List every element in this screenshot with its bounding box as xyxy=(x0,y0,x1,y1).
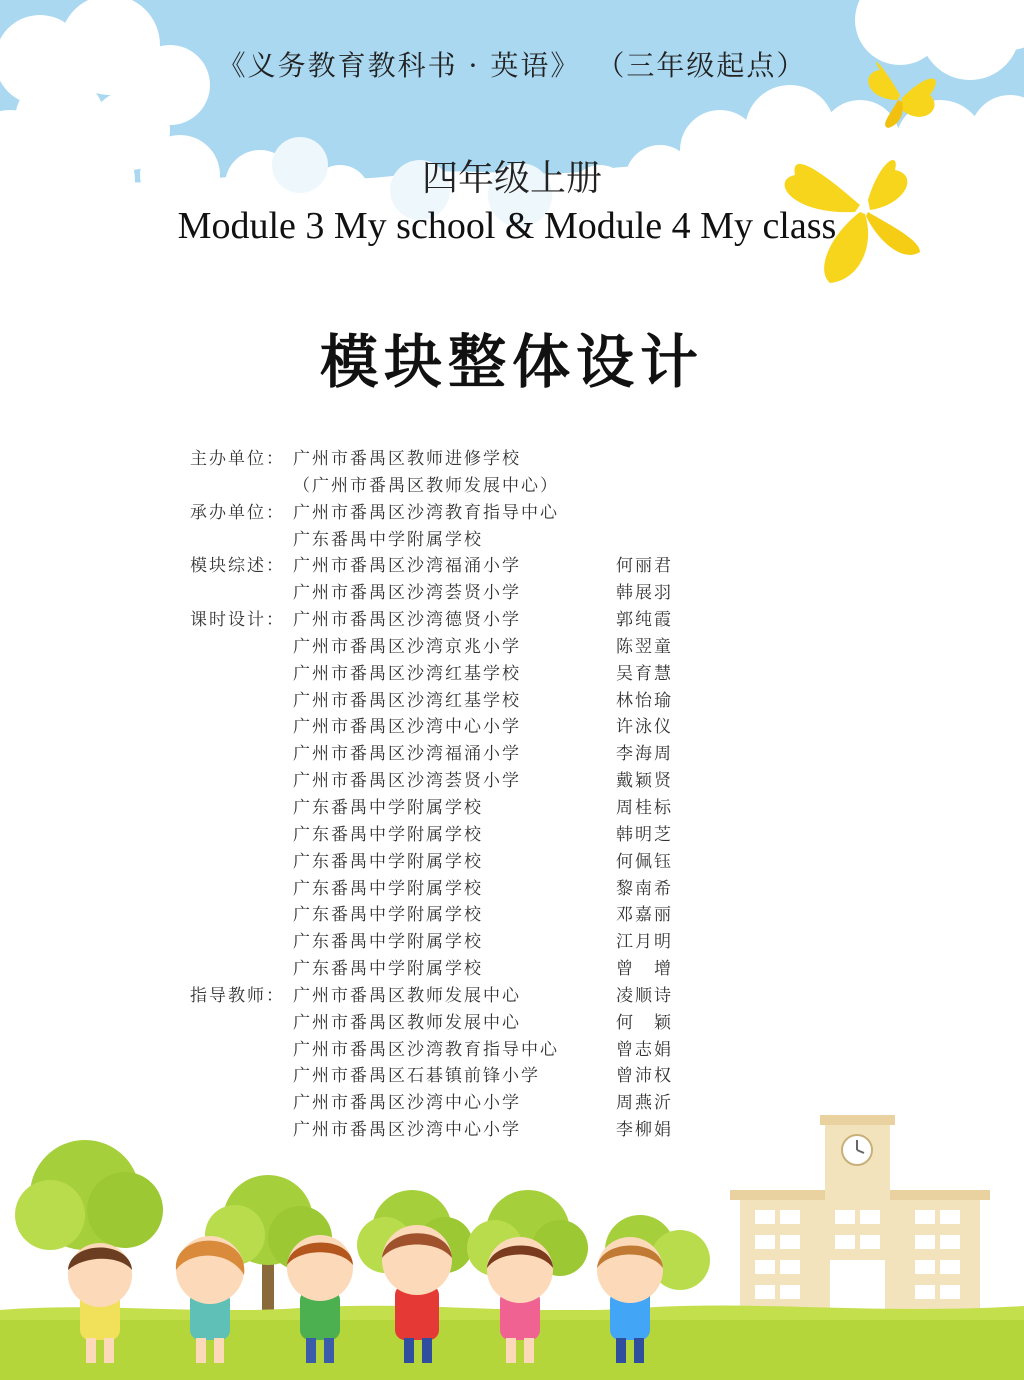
credits-list xyxy=(190,446,710,1144)
credit-name: 许泳仪 xyxy=(616,717,673,738)
credit-row xyxy=(190,553,710,580)
credit-org: 广东番禺中学附属学校 xyxy=(293,959,483,980)
credit-name: 邓嘉丽 xyxy=(616,905,673,926)
credit-org: 广东番禺中学附属学校 xyxy=(293,851,483,872)
credit-org: 广东番禺中学附属学校 xyxy=(293,905,483,926)
credit-name: 林怡瑜 xyxy=(616,690,673,711)
credit-name: 戴颖贤 xyxy=(616,771,673,792)
credit-name: 何佩钰 xyxy=(616,851,673,872)
credit-row xyxy=(190,768,710,795)
credit-org: 广州市番禺区教师发展中心 xyxy=(293,985,521,1006)
credit-row xyxy=(190,876,710,903)
credit-row xyxy=(190,1010,710,1037)
credit-org: 广州市番禺区沙湾中心小学 xyxy=(293,1093,521,1114)
credit-row xyxy=(190,661,710,688)
credit-org: 广州市番禺区教师发展中心 xyxy=(293,1012,521,1033)
credit-row xyxy=(190,688,710,715)
credit-name: 曾沛权 xyxy=(616,1066,673,1087)
credit-name: 吴育慧 xyxy=(616,663,673,684)
credit-role: 指导教师： xyxy=(190,985,285,1006)
credit-name: 李柳娟 xyxy=(616,1120,673,1141)
credit-row xyxy=(190,929,710,956)
credit-role: 承办单位： xyxy=(190,502,285,523)
credit-row xyxy=(190,795,710,822)
credit-row xyxy=(190,607,710,634)
series-name: 《义务教育教科书 · 英语》 xyxy=(217,49,581,82)
credit-row xyxy=(190,580,710,607)
credit-row xyxy=(190,634,710,661)
credit-org: 广东番禺中学附属学校 xyxy=(293,529,483,550)
credit-name: 黎南希 xyxy=(616,878,673,899)
credit-org: 广东番禺中学附属学校 xyxy=(293,824,483,845)
credit-org: 广东番禺中学附属学校 xyxy=(293,797,483,818)
credit-org: 广州市番禺区沙湾京兆小学 xyxy=(293,636,521,657)
credit-name: 曾 增 xyxy=(616,959,673,980)
credit-org: 广州市番禺区石碁镇前锋小学 xyxy=(293,1066,540,1087)
credit-row xyxy=(190,1063,710,1090)
module-title: Module 3 My school & Module 4 My class xyxy=(177,205,837,247)
credit-org: 广州市番禺区沙湾红基学校 xyxy=(293,663,521,684)
school-building-icon xyxy=(730,1115,990,1325)
credit-org: 广州市番禺区沙湾教育指导中心 xyxy=(293,502,559,523)
credit-name: 何丽君 xyxy=(616,556,673,577)
credit-role: 模块综述： xyxy=(190,556,285,577)
credit-org: 广州市番禺区沙湾中心小学 xyxy=(293,717,521,738)
credit-org: 广东番禺中学附属学校 xyxy=(293,932,483,953)
page-title: 模块整体设计 xyxy=(319,328,704,396)
credit-name: 郭纯霞 xyxy=(616,610,673,631)
credit-row xyxy=(190,956,710,983)
credit-org: 广州市番禺区沙湾教育指导中心 xyxy=(293,1039,559,1060)
credit-name: 周燕沂 xyxy=(616,1093,673,1114)
credit-org: 广州市番禺区沙湾荟贤小学 xyxy=(293,583,521,604)
credit-name: 江月明 xyxy=(616,932,673,953)
credit-row xyxy=(190,500,710,527)
credit-org: 广东番禺中学附属学校 xyxy=(293,878,483,899)
credit-row xyxy=(190,446,710,473)
credit-org: 广州市番禺区沙湾荟贤小学 xyxy=(293,771,521,792)
credit-row xyxy=(190,714,710,741)
credit-org: （广州市番禺区教师发展中心） xyxy=(293,475,559,496)
credit-row xyxy=(190,983,710,1010)
credit-name: 曾志娟 xyxy=(616,1039,673,1060)
credit-name: 周桂标 xyxy=(616,797,673,818)
school-scene-illustration xyxy=(0,1110,1024,1380)
credit-role: 课时设计： xyxy=(190,610,285,631)
credit-row xyxy=(190,902,710,929)
credit-org: 广州市番禺区沙湾德贤小学 xyxy=(293,610,521,631)
credit-org: 广州市番禺区沙湾福涌小学 xyxy=(293,744,521,765)
credit-name: 韩展羽 xyxy=(616,583,673,604)
credit-name: 何 颖 xyxy=(616,1012,673,1033)
credit-row xyxy=(190,741,710,768)
credit-name: 韩明芝 xyxy=(616,824,673,845)
credit-name: 李海周 xyxy=(616,744,673,765)
grade-start-note: （三年级起点） xyxy=(610,49,807,82)
credit-row xyxy=(190,1037,710,1064)
credit-row xyxy=(190,849,710,876)
credit-org: 广州市番禺区教师进修学校 xyxy=(293,449,521,469)
volume-title: 四年级上册 xyxy=(421,158,602,199)
textbook-series-header xyxy=(0,44,1024,84)
credit-row xyxy=(190,527,710,554)
credit-org: 广州市番禺区沙湾福涌小学 xyxy=(293,556,521,577)
credit-name: 陈翌童 xyxy=(616,636,673,657)
clock-icon xyxy=(842,1135,872,1165)
credit-org: 广州市番禺区沙湾红基学校 xyxy=(293,690,521,711)
credit-role: 主办单位： xyxy=(190,449,285,469)
credit-org: 广州市番禺区沙湾中心小学 xyxy=(293,1120,521,1141)
credit-row xyxy=(190,473,710,500)
credit-row xyxy=(190,822,710,849)
credit-name: 凌顺诗 xyxy=(616,985,673,1006)
